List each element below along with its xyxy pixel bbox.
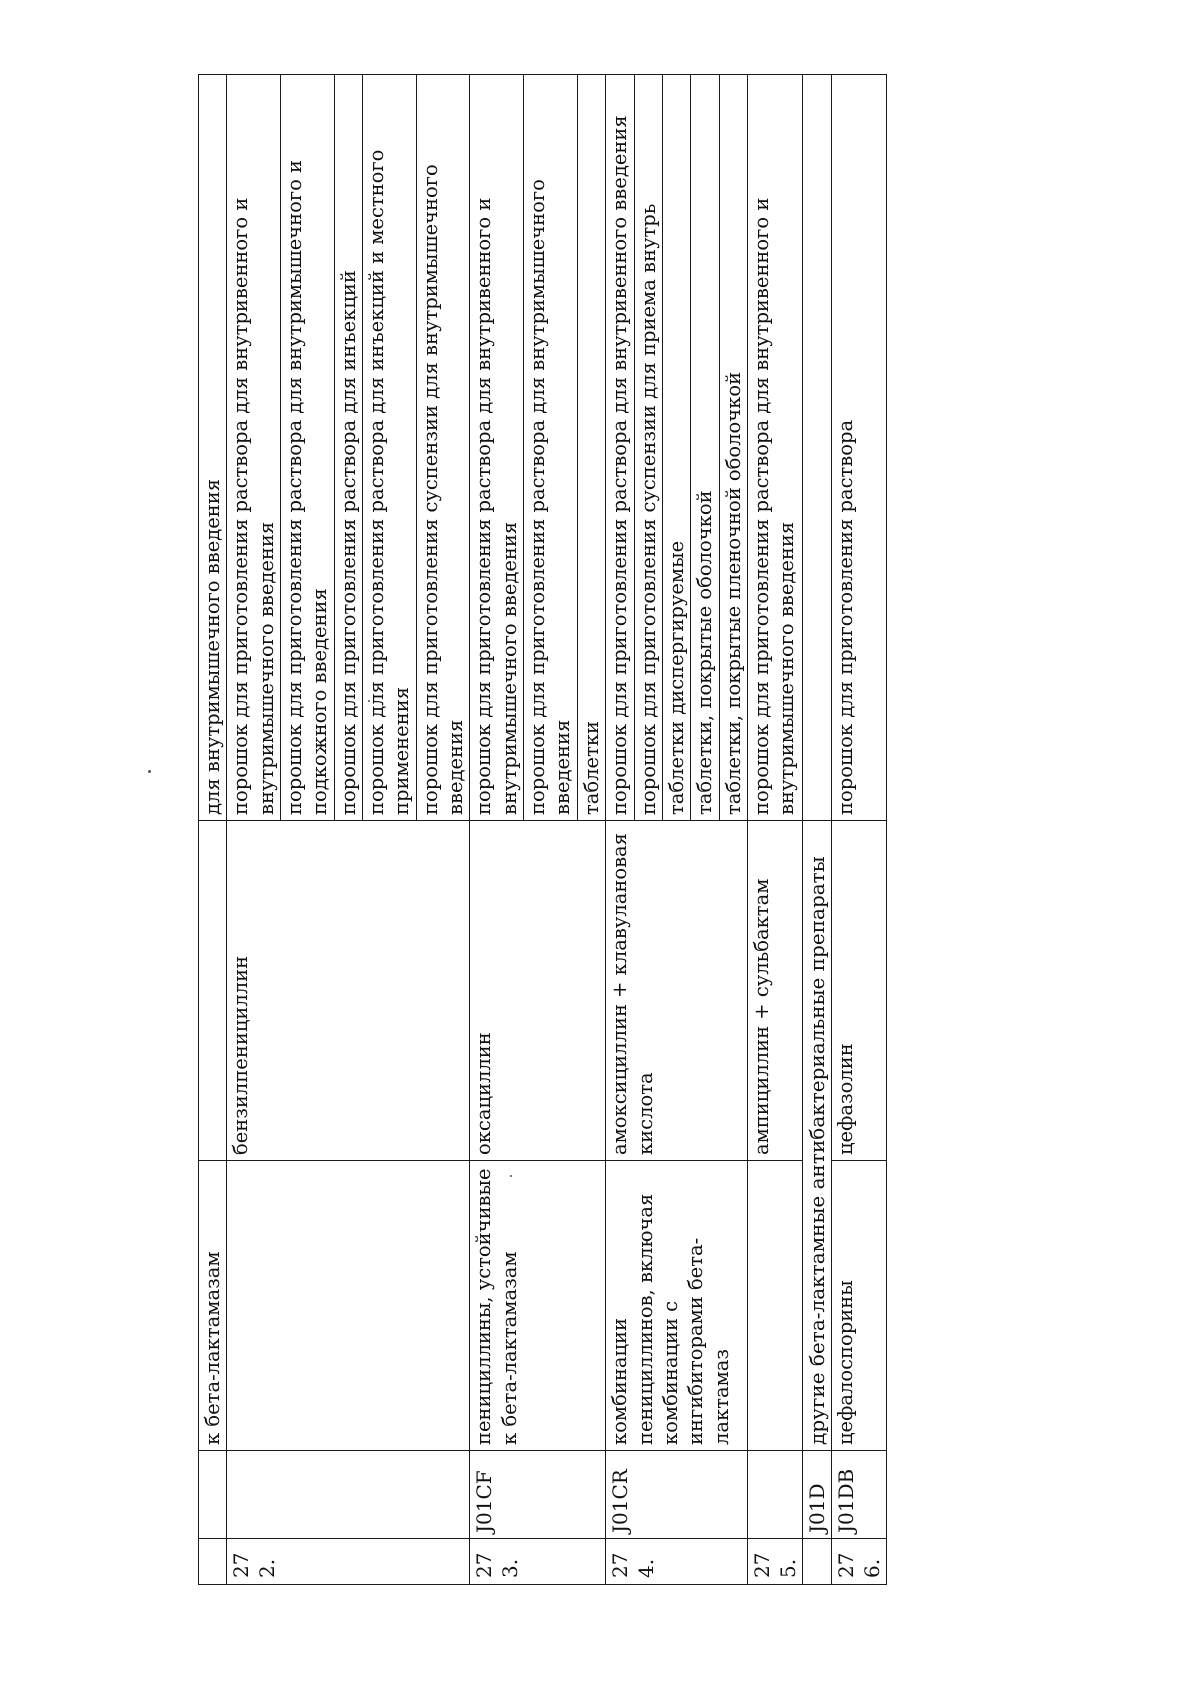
- dosage-form: порошок для приготовления раствора для внутримышечного введения: [524, 75, 578, 821]
- table-row: [747, 75, 802, 1585]
- dosage-form: таблетки, покрытые пленочной оболочкой: [719, 75, 747, 821]
- row-number: 275.: [747, 1539, 802, 1585]
- group-name: другие бета-лактамные антибактериальные препараты: [802, 821, 831, 1451]
- scan-speck: [148, 770, 151, 773]
- row-number: [199, 1539, 227, 1585]
- dosage-form: таблетки диспергируемые: [662, 75, 690, 821]
- medicines-table: [198, 74, 887, 1585]
- dosage-form: для внутримышечного введения: [199, 75, 227, 821]
- row-number: 273.: [470, 1539, 606, 1585]
- drug-name: ампициллин + сульбактам: [747, 821, 802, 1161]
- dosage-form: порошок для приготовления раствора для внутривенного и внутримышечного введения: [470, 75, 524, 821]
- drug-name: оксациллин: [470, 821, 606, 1161]
- dosage-form: порошок для приготовления раствора для внутримышечного и подкожного введения: [281, 75, 335, 821]
- drug-name: [199, 821, 227, 1161]
- dosage-form: порошок для приготовления раствора для внутривенного и внутримышечного введения: [747, 75, 802, 821]
- group-name: цефалоспорины: [831, 1161, 886, 1451]
- dosage-form: порошок для приготовления суспензии для внутримышечного введения: [416, 75, 470, 821]
- group-name: [747, 1161, 802, 1451]
- dosage-form: [802, 75, 831, 821]
- row-number: 274.: [606, 1539, 748, 1585]
- atc-code: J01D: [802, 1451, 831, 1539]
- rotated-page: [198, 75, 1088, 1585]
- row-number: 272.: [227, 1539, 470, 1585]
- group-name: пенициллины, устойчивые к бета-лактамазам: [470, 1161, 606, 1451]
- atc-code: [747, 1451, 802, 1539]
- table-row: [227, 75, 281, 1585]
- dosage-form: порошок для приготовления суспензии для приема внутрь: [634, 75, 662, 821]
- row-number: [802, 1539, 831, 1585]
- drug-name: цефазолин: [831, 821, 886, 1161]
- atc-code: [199, 1451, 227, 1539]
- atc-code: [227, 1451, 470, 1539]
- atc-code: J01CR: [606, 1451, 748, 1539]
- drug-name: бензилпенициллин: [227, 821, 470, 1161]
- table-row: [802, 75, 831, 1585]
- dosage-form: порошок для приготовления раствора: [831, 75, 886, 821]
- table-row: [606, 75, 634, 1585]
- atc-code: J01DB: [831, 1451, 886, 1539]
- table-row: [199, 75, 227, 1585]
- group-name: к бета-лактамазам: [199, 1161, 227, 1451]
- dosage-form: таблетки: [577, 75, 605, 821]
- drug-name: амоксициллин + клавулановая кислота: [606, 821, 748, 1161]
- dosage-form: таблетки, покрытые оболочкой: [691, 75, 719, 821]
- dosage-form: порошок для приготовления раствора для инъекций и местного применения: [363, 75, 417, 821]
- table-row: [470, 75, 524, 1585]
- dosage-form: порошок для приготовления раствора для внутривенного и внутримышечного введения: [227, 75, 281, 821]
- table-row: [831, 75, 886, 1585]
- group-name: [227, 1161, 470, 1451]
- row-number: 276.: [831, 1539, 886, 1585]
- group-name: комбинации пенициллинов, включая комбинации с ингибиторами бета-лактамаз: [606, 1161, 748, 1451]
- dosage-form: порошок для приготовления раствора для внутривенного введения: [606, 75, 634, 821]
- atc-code: J01CF: [470, 1451, 606, 1539]
- dosage-form: порошок для приготовления раствора для инъекций: [334, 75, 362, 821]
